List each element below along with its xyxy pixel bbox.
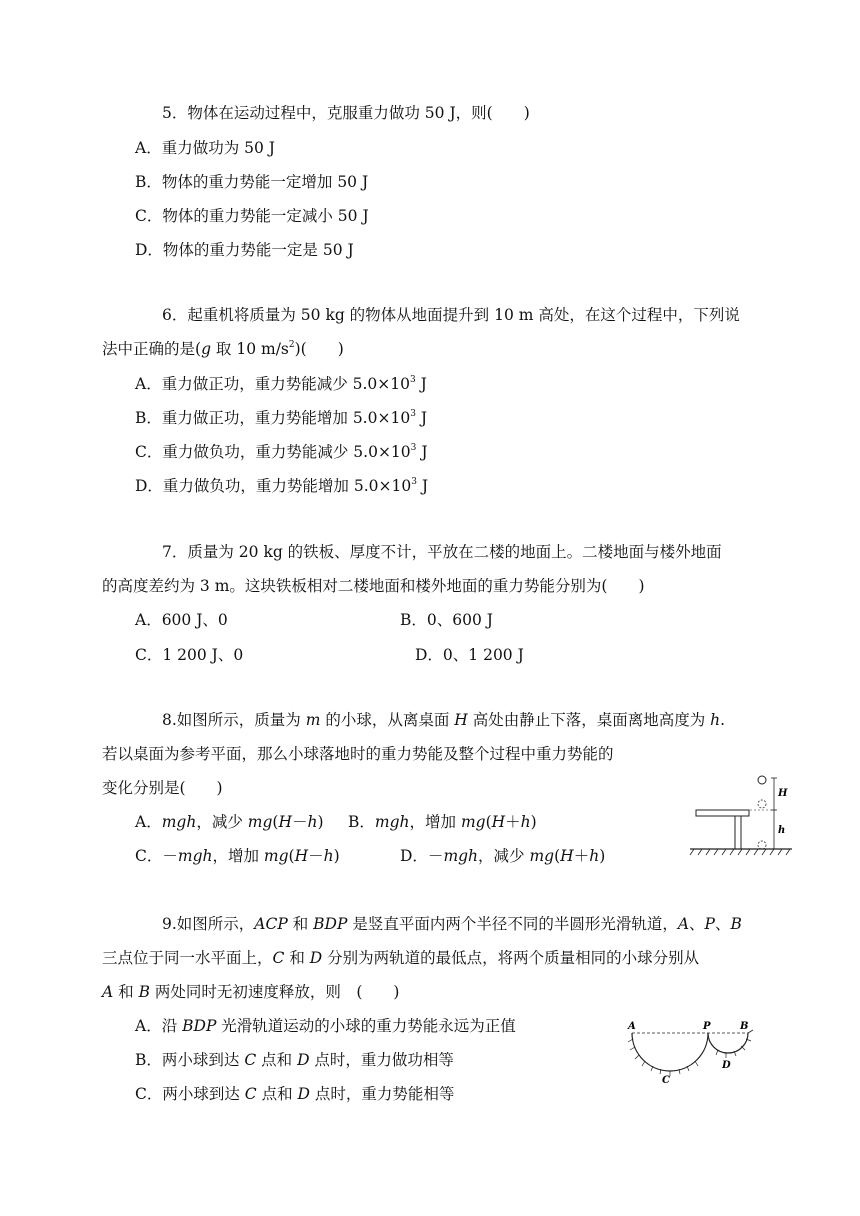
q8-stem-line3: 变化分别是( ) <box>102 779 223 797</box>
q5-option-b: B．物体的重力势能一定增加 50 J <box>135 173 369 191</box>
q8-option-a: A．mgh，减少 mg(H－h) <box>135 813 324 831</box>
q7-stem-line1: 7．质量为 20 kg 的铁板、厚度不计，平放在二楼的地面上。二楼地面与楼外地面 <box>162 543 722 561</box>
q8-option-c: C．－mgh，增加 mg(H－h) <box>135 847 340 865</box>
q8-table-figure <box>688 772 794 862</box>
ball-on-table-dashed <box>758 800 766 808</box>
q6-stem-line1: 6．起重机将质量为 50 kg 的物体从地面提升到 10 m 高处，在这个过程中，下列说 <box>162 306 740 324</box>
ball-on-ground-dashed <box>758 841 766 849</box>
q8-option-d: D．－mgh，减少 mg(H＋h) <box>400 847 606 865</box>
track-bdp <box>708 1033 748 1053</box>
q6-option-c: C．重力做负功，重力势能减少 $5.0\times 10^3$ J <box>135 443 428 461</box>
q9-option-a: A．沿 BDP 光滑轨道运动的小球的重力势能永远为正值 <box>135 1017 516 1035</box>
q5-option-d: D．物体的重力势能一定是 50 J <box>135 241 354 259</box>
label-D: D <box>722 1060 731 1071</box>
label-B: B <box>740 1021 749 1032</box>
q5-option-a: A．重力做功为 50 J <box>135 139 275 157</box>
q9-stem-line2: 三点位于同一水平面上，C 和 D 分别为两轨道的最低点，将两个质量相同的小球分别从 <box>102 949 700 967</box>
q7-option-d: D．0、1 200 J <box>415 646 524 664</box>
q7-option-a: A．600 J、0 <box>135 611 228 629</box>
q6-option-d: D．重力做负功，重力势能增加 $5.0\times 10^3$ J <box>135 477 429 495</box>
ball-initial <box>758 776 766 784</box>
q7-option-b: B．0、600 J <box>400 611 493 629</box>
q5-option-c: C．物体的重力势能一定减小 50 J <box>135 207 369 225</box>
label-C: C <box>662 1075 670 1086</box>
q9-tracks-figure <box>622 1015 762 1090</box>
q5-stem: 5．物体在运动过程中，克服重力做功 50 J，则( ) <box>162 104 530 122</box>
q9-stem-line3: A 和 B 两处同时无初速度释放，则 ( ) <box>102 983 400 1001</box>
label-A: A <box>628 1021 636 1032</box>
q7-stem-line2: 的高度差约为 3 m。这块铁板相对二楼地面和楼外地面的重力势能分别为( ) <box>102 577 645 595</box>
label-H: H <box>778 788 788 799</box>
q6-stem-line2: 法中正确的是(g 取 10 $m/s^2$)( ) <box>102 340 344 358</box>
table-leg <box>735 816 741 849</box>
q9-option-c: C．两小球到达 C 点和 D 点时，重力势能相等 <box>135 1085 455 1103</box>
q9-stem-line1: 9.如图所示，ACP 和 BDP 是竖直平面内两个半径不同的半圆形光滑轨道，A、P、B <box>162 915 742 933</box>
q7-option-c: C．1 200 J、0 <box>135 646 244 664</box>
q8-option-b: B．mgh，增加 mg(H＋h) <box>348 813 537 831</box>
q6-option-a: A．重力做正功，重力势能减少 $5.0\times 10^3$ J <box>135 375 427 393</box>
label-P: P <box>703 1021 711 1032</box>
q8-stem-line1: 8.如图所示，质量为 m 的小球，从离桌面 H 高处由静止下落，桌面离地高度为 h. <box>162 711 726 729</box>
q9-option-b: B．两小球到达 C 点和 D 点时，重力做功相等 <box>135 1051 454 1069</box>
ground-hatch <box>690 849 790 855</box>
tabletop <box>696 810 749 816</box>
q8-stem-line2: 若以桌面为参考平面，那么小球落地时的重力势能及整个过程中重力势能的 <box>102 745 614 763</box>
label-h: h <box>778 825 786 836</box>
q6-option-b: B．重力做正功，重力势能增加 $5.0\times 10^3$ J <box>135 409 428 427</box>
track-acp <box>632 1033 708 1071</box>
